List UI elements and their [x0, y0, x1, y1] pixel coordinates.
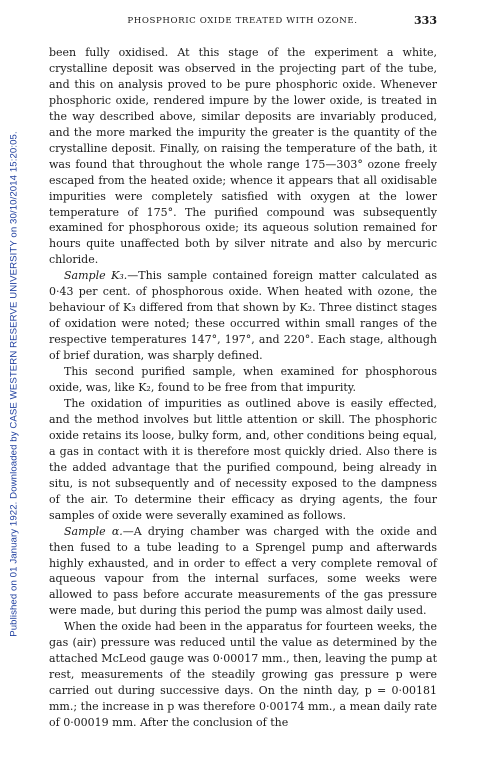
paragraph-4: The oxidation of impurities as outlined above is easily effected, and the method involves but little attention or skill. The phosphoric oxide retains its loose, bulky form, and, other conditions being equal, a gas in contact with it is therefore most quickly dried. Also there is the added advantage that the purified compound, being already in situ, is not subsequently and of necessity exposed to the dampness of the air. To determine their efficacy as drying agents, the four samples of oxide were severally examined as follows. — [49, 396, 437, 522]
paragraph-2-text: —This sample contained foreign matter calculated as 0·43 per cent. of phosphorous oxide. When heated with ozone, the behaviour of K₃ differed from that shown by K₂. Three distinct stages of oxidation were noted; these occurred within small ranges of the respective temperatures 147°, 197°, and 220°. Each stage, although of brief duration, was sharply defined. — [49, 269, 437, 363]
page-number: 333 — [414, 14, 437, 27]
paragraph-6: When the oxide had been in the apparatus for fourteen weeks, the gas (air) pressure was reduced until the value as determined by the attached McLeod gauge was 0·00017 mm., then, leaving the pump at rest, measurements of the steadily growing gas pressure p were carried out during successive days. On the ninth day, p = 0·00181 mm.; the increase in p was therefore 0·00174 mm., a mean daily rate of 0·00019 mm. After the conclusion of the — [49, 620, 437, 730]
download-notice — [0, 0, 28, 768]
running-head: PHOSPHORIC OXIDE TREATED WITH OZONE. — [127, 16, 358, 26]
paragraph-2 — [49, 268, 437, 364]
page-header — [48, 16, 437, 32]
sample-alpha-label: Sample α. — [64, 524, 123, 538]
sample-k3-label: Sample K₃. — [64, 269, 128, 283]
paragraph-5 — [49, 524, 437, 620]
download-notice-text: Published on 01 January 1922. Downloaded by CASE WESTERN RESERVE UNIVERSITY on 30/10/2014 15:20:05. — [8, 131, 20, 637]
paragraph-1: been fully oxidised. At this stage of the experiment a white, crystalline deposit was observed in the projecting part of the tube, and this on analysis proved to be pure phosphoric oxide. Whenever phosphoric oxide, rendered impure by the lower oxide, is treated in the way described above, similar deposits are invariably produced, and the more marked the impurity the greater is the quantity of the crystalline deposit. Finally, on raising the temperature of the bath, it was found that throughout the whole range 175—303° ozone freely escaped from the heated oxide; whence it appears that all oxidisable impurities were completely satisfied with oxygen at the lower temperature of 175°. The purified compound was subsequently examined for phosphorous oxide; its aqueous solution remained for hours quite unaffected both by silver nitrate and also by mercuric chloride. — [49, 46, 437, 267]
paragraph-5-text: —A drying chamber was charged with the oxide and then fused to a tube leading to a Sprengel pump and afterwards highly exhausted, and in order to effect a very complete removal of aqueous vapour from the internal surfaces, some weeks were allowed to pass before accurate measurements of the gas pressure were made, but during this period the pump was almost daily used. — [49, 524, 437, 618]
article-body — [49, 45, 437, 731]
paragraph-3: This second purified sample, when examined for phosphorous oxide, was, like K₂, found to be free from that impurity. — [49, 365, 437, 395]
